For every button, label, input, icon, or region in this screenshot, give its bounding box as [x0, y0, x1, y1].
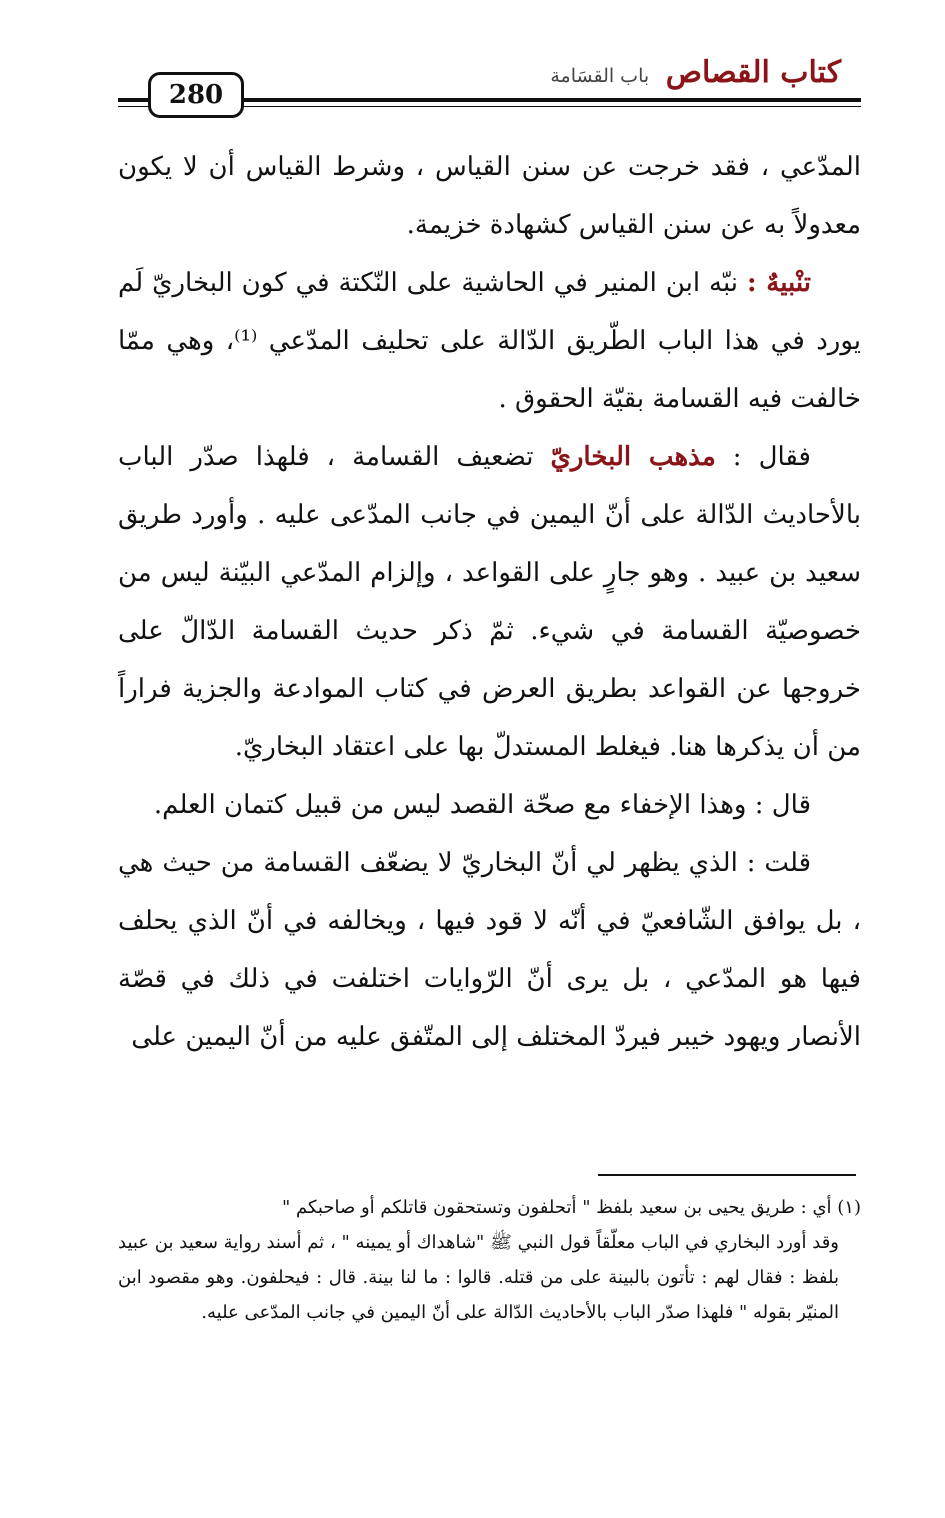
chapter-title: باب القسَامة — [550, 65, 650, 87]
footnote-first-line — [118, 1190, 861, 1225]
book-title: كتاب القصاص — [665, 55, 841, 90]
paragraph-3 — [118, 428, 861, 776]
paragraph-3-start: فقال : — [715, 442, 811, 472]
footnote-line-1: أي : طريق يحيى بن سعيد بلفظ " أتحلفون وتستحقون قاتلكم أو صاحبكم " — [282, 1197, 838, 1218]
footnote-marker: (١) — [837, 1197, 861, 1218]
paragraph-4: قال : وهذا الإخفاء مع صحّة القصد ليس من قبيل كتمان العلم. — [153, 790, 811, 820]
note-label: تنْبيهٌ : — [746, 268, 811, 298]
paragraph-1: المدّعي ، فقد خرجت عن سنن القياس ، وشرط القياس أن لا يكون معدولاً به عن سنن القياس كشهادة خزيمة. — [118, 152, 861, 240]
paragraph-2 — [118, 254, 861, 428]
footnote — [118, 1190, 861, 1330]
paragraph-5: قلت : الذي يظهر لي أنّ البخاريّ لا يضعّف القسامة من حيث هي ، بل يوافق الشّافعيّ في أنّه لا قود فيها ، ويخالفه في أنّ الذي يحلف فيها هو المدّعي ، بل يرى أنّ الرّوايات اختلفت في ذلك في قصّة الأنصار ويهود خيبر فيردّ المختلف إلى المتّفق عليه من أنّ اليمين على — [118, 848, 861, 1052]
footnote-body: وقد أورد البخاري في الباب معلّقاً قول النبي ﷺ "شاهداك أو يمينه " ، ثم أسند رواية سعيد بن عبيد بلفظ : فقال لهم : تأتون بالبينة على من قتله. قالوا : ما لنا بينة. قال : فيحلفون. وهو مقصود ابن المنيّر بقوله " فلهذا صدّر الباب بالأحاديث الدّالة على أنّ اليمين في جانب المدّعى عليه. — [118, 1232, 839, 1323]
highlight-term: مذهب البخاريّ — [550, 442, 716, 472]
page-number: 280 — [148, 72, 244, 118]
running-header — [550, 56, 841, 93]
paragraph-3-rest: تضعيف القسامة ، فلهذا صدّر الباب بالأحاديث الدّالة على أنّ اليمين في جانب المدّعى عليه . وأورد طريق سعيد بن عبيد . وهو جارٍ على القواعد ، وإلزام المدّعي البيّنة ليس من خصوصيّة القسامة في شيء. ثمّ ذكر حديث القسامة الدّالّ على خروجها عن القواعد بطريق العرض في كتاب الموادعة والجزية فراراً من أن يذكرها هنا. فيغلط المستدلّ بها على اعتقاد البخاريّ. — [118, 442, 861, 762]
paragraph-2-text: نبّه ابن المنير في الحاشية على النّكتة في كون البخاريّ لَم يورد في هذا الباب الطّريق الدّالة على تحليف المدّعي ⁽¹⁾، وهي ممّا خالفت فيه القسامة بقيّة الحقوق . — [118, 268, 862, 414]
main-text — [118, 138, 861, 1066]
footnote-separator — [598, 1174, 856, 1176]
